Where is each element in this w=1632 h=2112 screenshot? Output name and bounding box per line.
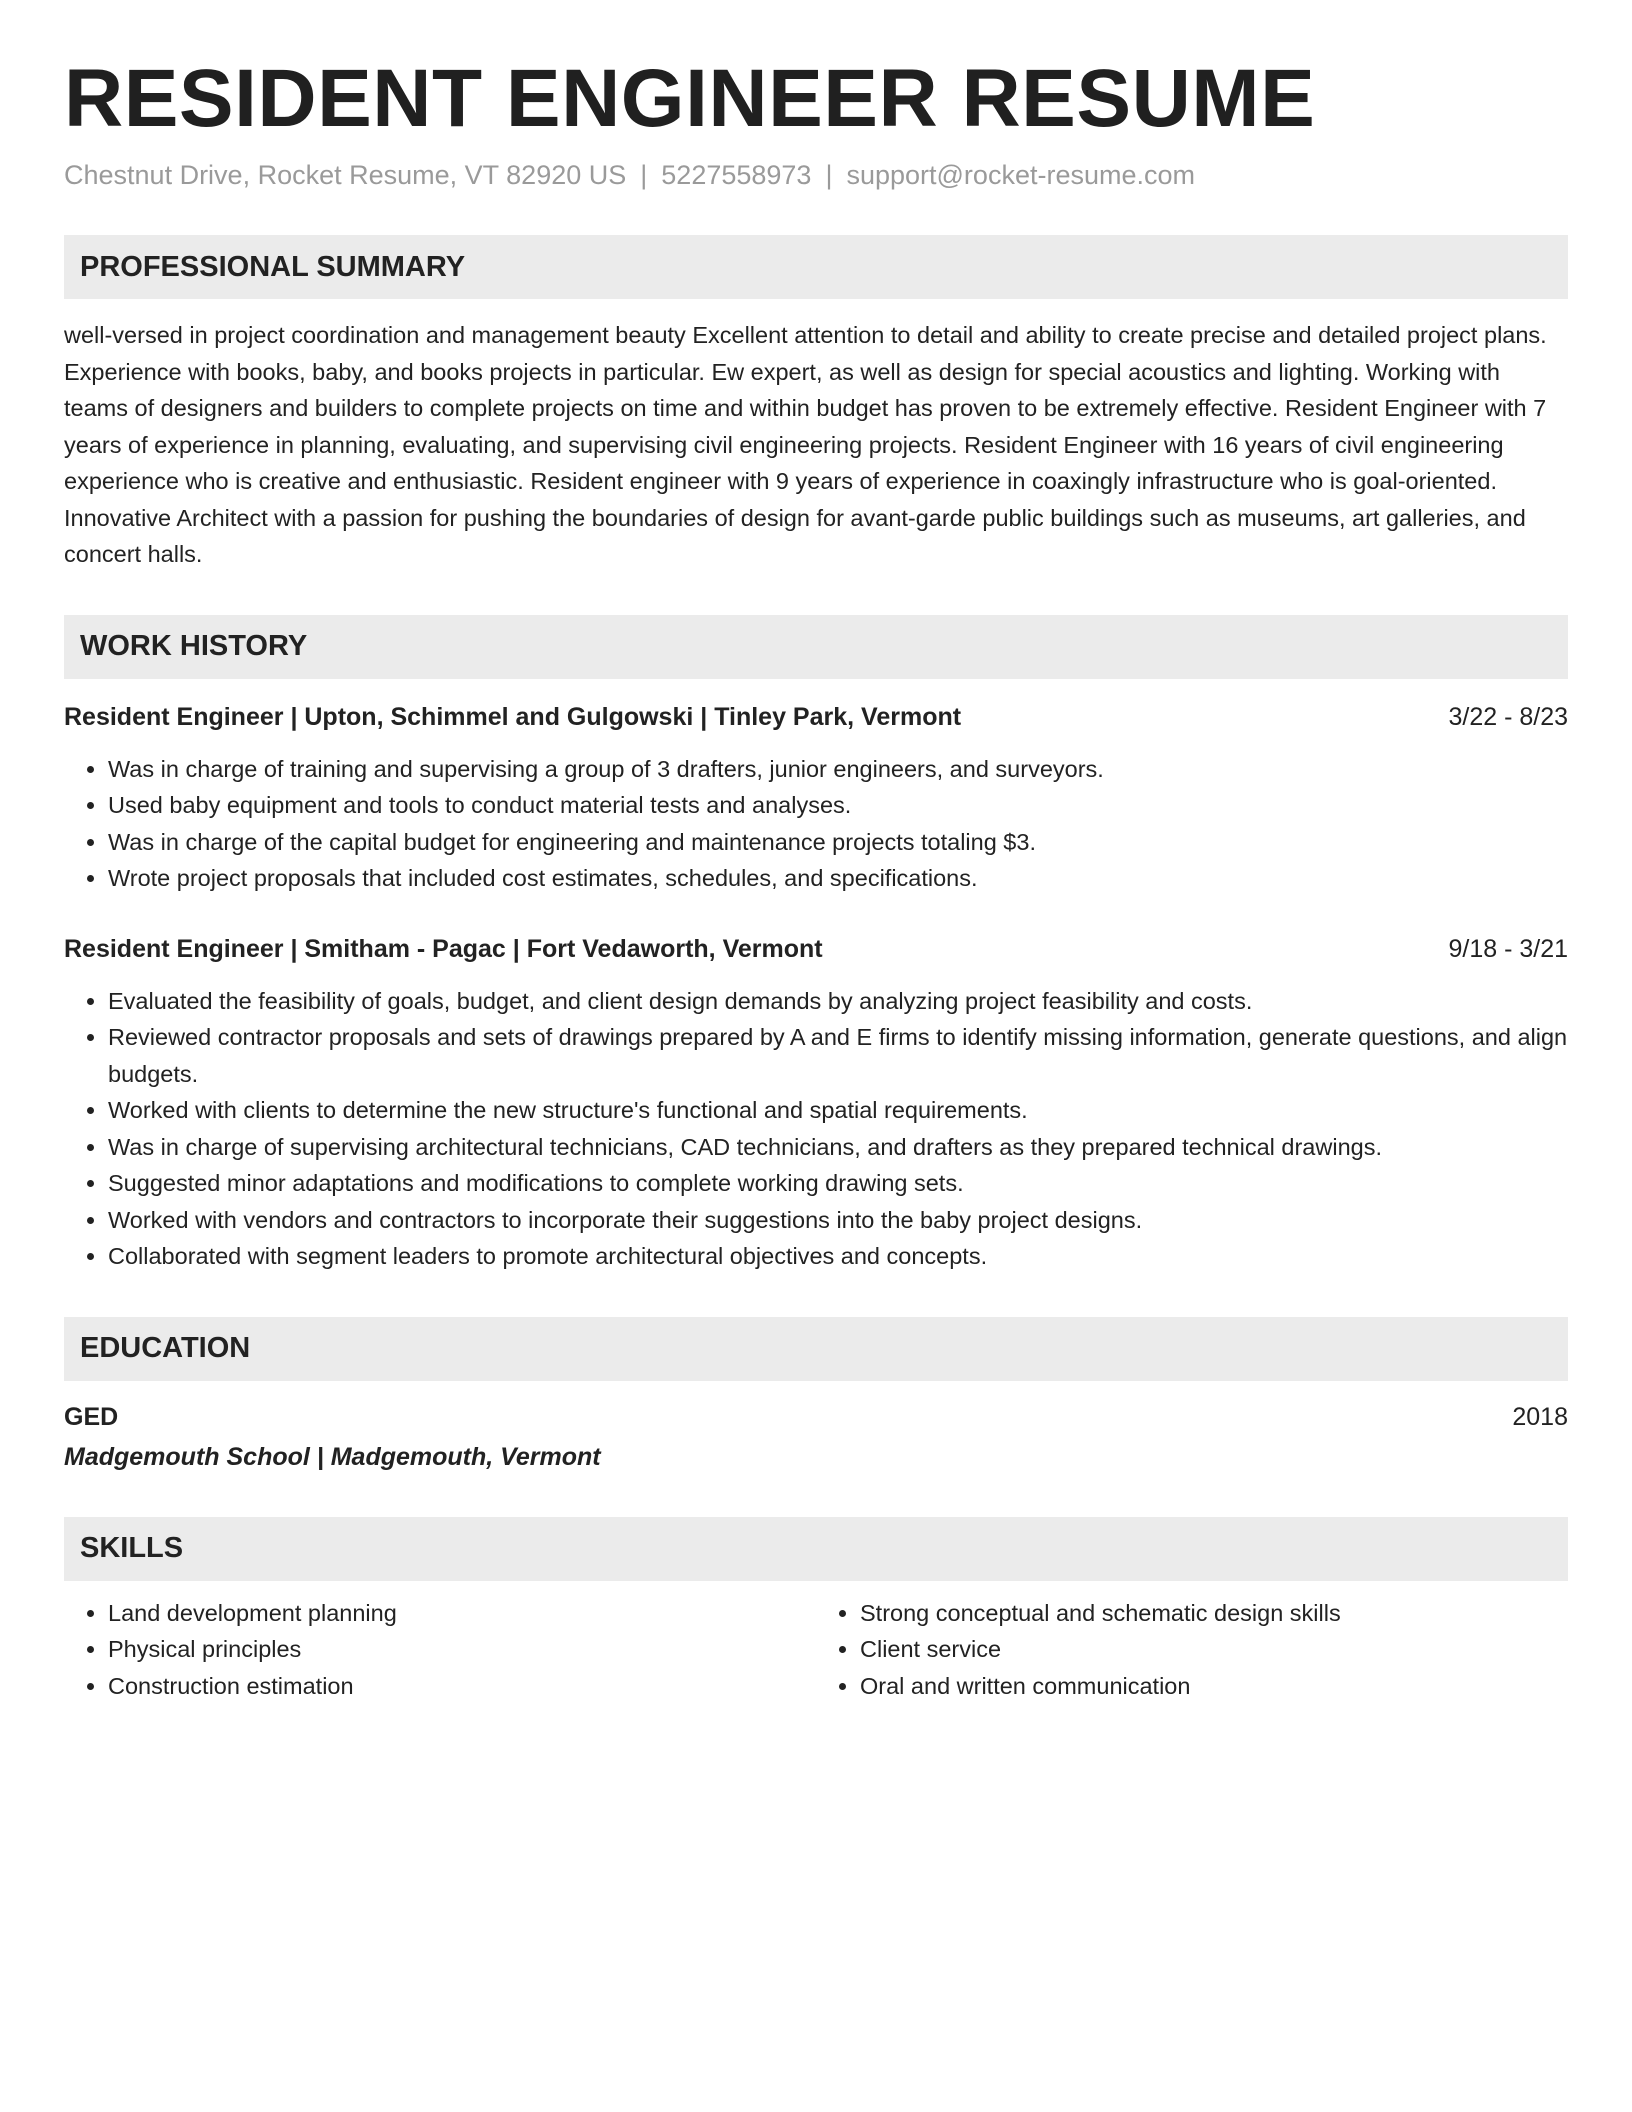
education-degree: GED (64, 1402, 119, 1431)
job-title: Resident Engineer | Smitham - Pagac | Fort Vedaworth, Vermont (64, 934, 823, 963)
skill-item: • Strong conceptual and schematic design skills (860, 1595, 1568, 1632)
job-bullet: • Used baby equipment and tools to conduct material tests and analyses. (108, 787, 1568, 824)
job-bullet: • Was in charge of the capital budget for engineering and maintenance projects totaling $3. (108, 824, 1568, 861)
skills-columns (64, 1595, 1568, 1705)
job-bullet: • Reviewed contractor proposals and sets of drawings prepared by A and E firms to identify missing information, generate questions, and align budgets. (108, 1019, 1568, 1092)
job-bullet: • Suggested minor adaptations and modifications to complete working drawing sets. (108, 1165, 1568, 1202)
contact-separator: | (825, 160, 833, 191)
job-bullet-list (64, 751, 1568, 897)
job-bullet: • Was in charge of supervising architectural technicians, CAD technicians, and drafters as they prepared technical drawings. (108, 1129, 1568, 1166)
job-bullet: • Collaborated with segment leaders to promote architectural objectives and concepts. (108, 1238, 1568, 1275)
job-dates: 9/18 - 3/21 (1448, 934, 1568, 963)
job-header (64, 931, 1568, 967)
summary-text: well-versed in project coordination and management beauty Excellent attention to detail and ability to create precise and detailed project plans. Experience with books, baby, and books projects in particular. Ew expert, as well as design for special acoustics and lighting. Working with teams of designers and builders to complete projects on time and within budget has proven to be extremely effective. Resident Engineer with 7 years of experience in planning, evaluating, and supervising civil engineering projects. Resident Engineer with 16 years of civil engineering experience who is creative and enthusiastic. Resident engineer with 9 years of experience in coaxingly infrastructure who is goal-oriented. Innovative Architect with a passion for pushing the boundaries of design for avant-garde public buildings such as museums, art galleries, and concert halls. (64, 322, 1547, 568)
job-bullet-list (64, 983, 1568, 1275)
job-header (64, 699, 1568, 735)
skill-item: • Construction estimation (108, 1668, 816, 1705)
section-heading-work-history: WORK HISTORY (64, 615, 1568, 679)
skills-list-left (64, 1595, 816, 1705)
resume-title: RESIDENT ENGINEER RESUME (64, 53, 1316, 144)
section-heading-education: EDUCATION (64, 1317, 1568, 1381)
job-bullet: • Worked with vendors and contractors to incorporate their suggestions into the baby project designs. (108, 1202, 1568, 1239)
contact-separator: | (640, 160, 648, 191)
education-year: 2018 (1512, 1402, 1568, 1431)
education-school: Madgemouth School | Madgemouth, Vermont (64, 1442, 601, 1471)
job-bullet: • Was in charge of training and supervising a group of 3 drafters, junior engineers, and surveyors. (108, 751, 1568, 788)
contact-line (64, 158, 1568, 193)
job-bullet: • Evaluated the feasibility of goals, budget, and client design demands by analyzing project feasibility and costs. (108, 983, 1568, 1020)
contact-phone: 5227558973 (661, 160, 812, 191)
job-title: Resident Engineer | Upton, Schimmel and Gulgowski | Tinley Park, Vermont (64, 702, 962, 731)
job-entry (64, 699, 1568, 897)
section-heading-summary: PROFESSIONAL SUMMARY (64, 235, 1568, 299)
job-bullet: • Worked with clients to determine the new structure's functional and spatial requirements. (108, 1092, 1568, 1129)
job-bullet: • Wrote project proposals that included cost estimates, schedules, and specifications. (108, 860, 1568, 897)
skill-item: • Oral and written communication (860, 1668, 1568, 1705)
skills-list-right (816, 1595, 1568, 1705)
skill-item: • Land development planning (108, 1595, 816, 1632)
job-entry (64, 931, 1568, 1275)
education-header (64, 1399, 1568, 1435)
contact-address: Chestnut Drive, Rocket Resume, VT 82920 US (64, 160, 627, 191)
skill-item: • Physical principles (108, 1631, 816, 1668)
skill-item: • Client service (860, 1631, 1568, 1668)
section-heading-skills: SKILLS (64, 1517, 1568, 1581)
education-entry (64, 1399, 1568, 1475)
job-dates: 3/22 - 8/23 (1448, 702, 1568, 731)
contact-email: support@rocket-resume.com (846, 160, 1195, 191)
